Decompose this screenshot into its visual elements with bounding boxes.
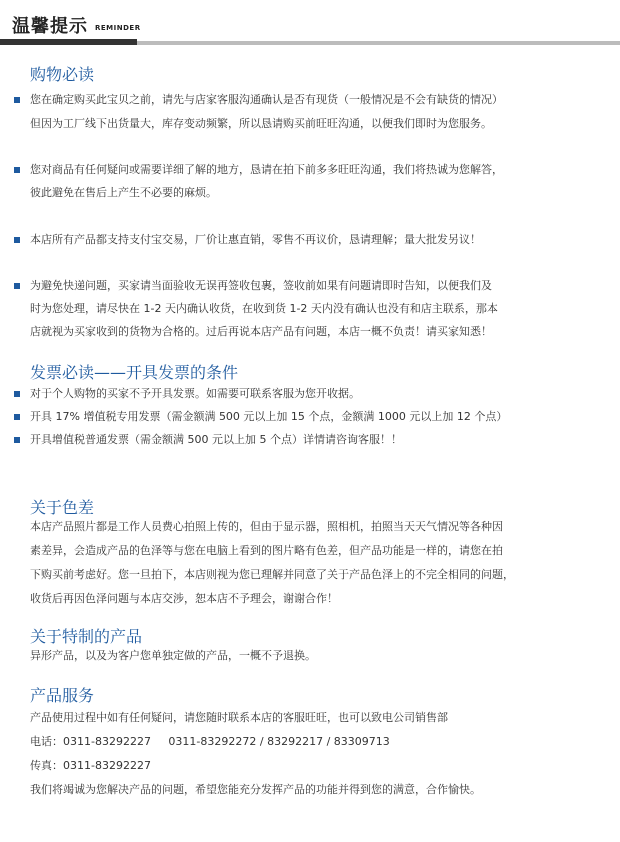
invoice-item: 对于个人购物的买家不予开具发票。如需要可联系客服为您开收据。 [30, 387, 360, 400]
shopping-p3-line1: 本店所有产品都支持支付宝交易，厂价让惠直销，零售不再议价，恳请理解；量大批发另议！ [30, 233, 481, 246]
custom-line: 异形产品，以及为客户您单独定做的产品，一概不予退换。 [30, 649, 316, 662]
header-title: 温馨提示 [12, 16, 88, 37]
shopping-p4-line3: 店就视为买家收到的货物为合格的。过后再说本店产品有问题，本店一概不负责！请买家知悉！ [30, 325, 492, 338]
invoice-item: 开具 17% 增值税专用发票（需金额满 500 元以上加 15 个点，金额满 1000 元以上加 12 个点） [30, 410, 508, 423]
service-phone: 电话：0311-83292227 0311-83292272 / 83292217 / 83309713 [30, 735, 390, 748]
color-title: 关于色差 [30, 498, 95, 517]
reminder-header [0, 0, 620, 50]
bullet-icon [14, 167, 20, 173]
service-title: 产品服务 [30, 686, 95, 705]
invoice-title: 发票必读——开具发票的条件 [30, 363, 239, 382]
service-line: 我们将竭诚为您解决产品的问题，希望您能充分发挥产品的功能并得到您的满意，合作愉快。 [30, 783, 481, 796]
header-bar-dark [0, 39, 137, 45]
shopping-p1-line1: 您在确定购买此宝贝之前，请先与店家客服沟通确认是否有现货（一般情况是不会有缺货的情况） [30, 93, 503, 106]
bullet-icon [14, 237, 20, 243]
color-line: 素差异，会造成产品的色泽等与您在电脑上看到的图片略有色差，但产品功能是一样的，请您在拍 [30, 544, 503, 557]
invoice-item: 开具增值税普通发票（需金额满 500 元以上加 5 个点）详情请咨询客服！！ [30, 433, 402, 446]
bullet-icon [14, 97, 20, 103]
shopping-p1-line2: 但因为工厂线下出货量大，库存变动频繁，所以恳请购买前旺旺沟通，以便我们即时为您服务。 [30, 117, 492, 130]
shopping-p2-line1: 您对商品有任何疑问或需要详细了解的地方，恳请在拍下前多多旺旺沟通，我们将热诚为您解答， [30, 163, 503, 176]
shopping-p4-line2: 时为您处理，请尽快在 1-2 天内确认收货，在收到货 1-2 天内没有确认也没有和店主联系，那本 [30, 302, 498, 315]
service-line: 产品使用过程中如有任何疑问，请您随时联系本店的客服旺旺，也可以致电公司销售部 [30, 711, 448, 724]
bullet-icon [14, 414, 20, 420]
bullet-icon [14, 391, 20, 397]
custom-title: 关于特制的产品 [30, 627, 143, 646]
service-fax: 传真：0311-83292227 [30, 759, 151, 772]
color-line: 本店产品照片都是工作人员费心拍照上传的，但由于显示器，照相机，拍照当天天气情况等各种因 [30, 520, 503, 533]
shopping-p4-line1: 为避免快递问题，买家请当面验收无误再签收包裹，签收前如果有问题请即时告知，以便我们及 [30, 279, 492, 292]
header-subtitle: REMINDER [95, 24, 141, 32]
header-bar-light [137, 41, 620, 45]
color-line: 下购买前考虑好。您一旦拍下，本店则视为您已理解并同意了关于产品色泽上的不完全相同的问题， [30, 568, 514, 581]
shopping-p2-line2: 彼此避免在售后上产生不必要的麻烦。 [30, 186, 217, 199]
shopping-title: 购物必读 [30, 65, 95, 84]
bullet-icon [14, 283, 20, 289]
color-line: 收货后再因色泽问题与本店交涉，恕本店不予理会，谢谢合作！ [30, 592, 338, 605]
bullet-icon [14, 437, 20, 443]
